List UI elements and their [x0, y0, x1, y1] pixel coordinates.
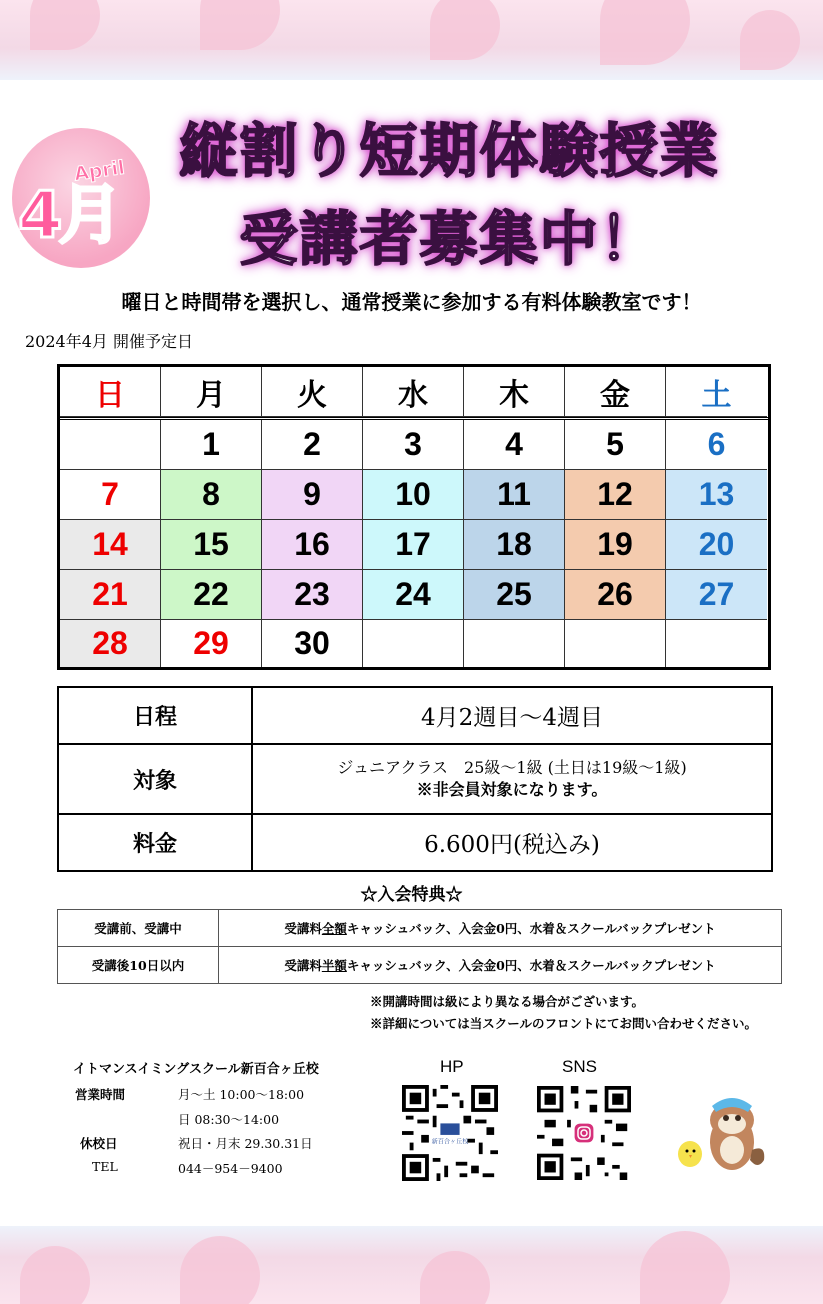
day-cell: 10 [363, 470, 464, 520]
benefit-text-post: キャッシュバック、入会金0円、水着＆スクールバックプレゼント [346, 958, 716, 973]
benefit-text-pre: 受講料 [284, 958, 322, 973]
subtitle: 曜日と時間帯を選択し、通常授業に参加する有料体験教室です！ [121, 290, 702, 314]
day-cell [565, 620, 666, 667]
cherry-blossom-footer-band [0, 1226, 823, 1304]
badge-month-number: 4月 [18, 179, 119, 253]
day-cell: 22 [161, 570, 262, 620]
schedule-label: 日程 [58, 687, 252, 744]
benefit-detail [219, 910, 782, 947]
day-cell: 24 [363, 570, 464, 620]
target-line-1: ジュニアクラス 25級〜1級 (土日は19級〜1級) [337, 758, 687, 777]
sns-qr-code[interactable] [537, 1085, 631, 1181]
closed-label: 休校日 [80, 1136, 118, 1151]
hp-qr-code[interactable] [402, 1085, 498, 1181]
page-title-line2: 受講者募集中！ [239, 205, 660, 273]
weekday-fri: 金 [565, 367, 666, 417]
school-name: イトマンスイミングスクール新百合ヶ丘校 [73, 1062, 319, 1077]
schedule-value: 4月2週目〜4週目 [252, 687, 772, 744]
day-cell [666, 620, 767, 667]
day-cell: 23 [262, 570, 363, 620]
day-cell: 20 [666, 520, 767, 570]
calendar-weekday-row [60, 367, 768, 420]
target-value [252, 744, 772, 814]
tel-value: 044－954－9400 [178, 1161, 283, 1176]
day-cell: 8 [161, 470, 262, 520]
note-opening-times: ※開講時間は級により異なる場合がございます。 [370, 994, 645, 1009]
benefit-label: 受講前、受講中 [58, 910, 219, 947]
calendar-week-1 [60, 420, 768, 470]
day-cell: 1 [161, 420, 262, 470]
calendar-week-5 [60, 620, 768, 667]
day-cell: 18 [464, 520, 565, 570]
benefits-table [57, 909, 782, 984]
day-cell [60, 420, 161, 470]
benefit-detail [219, 947, 782, 984]
info-table [57, 686, 773, 872]
benefit-text-post: キャッシュバック、入会金0円、水着＆スクールバックプレゼント [346, 921, 716, 936]
day-cell: 26 [565, 570, 666, 620]
day-cell: 19 [565, 520, 666, 570]
tel-label: TEL [92, 1159, 118, 1174]
calendar-week-2 [60, 470, 768, 520]
badge-april-label: April [72, 156, 126, 186]
fee-label: 料金 [58, 814, 252, 871]
day-cell: 7 [60, 470, 161, 520]
day-cell: 2 [262, 420, 363, 470]
day-cell: 4 [464, 420, 565, 470]
closed-value: 祝日・月末 29.30.31日 [178, 1136, 313, 1151]
calendar-week-3 [60, 520, 768, 570]
weekday-thu: 木 [464, 367, 565, 417]
hp-label: HP [440, 1057, 464, 1076]
benefit-row [58, 947, 782, 984]
sns-label: SNS [562, 1057, 597, 1076]
hours-label: 営業時間 [75, 1087, 126, 1102]
target-label: 対象 [58, 744, 252, 814]
fee-value: 6.600円(税込み) [252, 814, 772, 871]
qr-logo-text: 新百合ヶ丘校 [431, 1138, 469, 1146]
hours-sunday: 日 08:30〜14:00 [178, 1112, 280, 1127]
benefit-label: 受講後10日以内 [58, 947, 219, 984]
hours-weekday: 月〜土 10:00〜18:00 [178, 1087, 305, 1102]
day-cell: 5 [565, 420, 666, 470]
day-cell: 28 [60, 620, 161, 667]
day-cell: 27 [666, 570, 767, 620]
day-cell: 17 [363, 520, 464, 570]
benefit-text-emphasis: 半額 [321, 958, 347, 973]
info-row-fee [58, 814, 772, 871]
benefit-row [58, 910, 782, 947]
day-cell [464, 620, 565, 667]
target-line-2: ※非会員対象になります。 [416, 780, 608, 799]
note-details: ※詳細については当スクールのフロントにてお問い合わせください。 [370, 1016, 758, 1031]
day-cell: 12 [565, 470, 666, 520]
info-row-schedule [58, 687, 772, 744]
weekday-wed: 水 [363, 367, 464, 417]
weekday-tue: 火 [262, 367, 363, 417]
calendar-week-4 [60, 570, 768, 620]
day-cell: 15 [161, 520, 262, 570]
day-cell: 25 [464, 570, 565, 620]
day-cell [363, 620, 464, 667]
day-cell: 6 [666, 420, 767, 470]
weekday-mon: 月 [161, 367, 262, 417]
day-cell: 30 [262, 620, 363, 667]
weekday-sat: 土 [666, 367, 767, 417]
day-cell: 11 [464, 470, 565, 520]
cherry-blossom-header-band [0, 0, 823, 80]
day-cell: 16 [262, 520, 363, 570]
benefits-heading: ☆入会特典☆ [360, 885, 463, 905]
benefit-text-emphasis: 全額 [321, 921, 347, 936]
calendar [57, 364, 771, 670]
calendar-heading: 2024年4月 開催予定日 [25, 332, 193, 351]
day-cell: 9 [262, 470, 363, 520]
mascot-raccoon-and-chick-icon [668, 1080, 768, 1180]
day-cell: 13 [666, 470, 767, 520]
day-cell: 29 [161, 620, 262, 667]
benefit-text-pre: 受講料 [284, 921, 322, 936]
day-cell: 3 [363, 420, 464, 470]
page-title-line1: 縦割り短期体験授業 [179, 117, 720, 185]
day-cell: 14 [60, 520, 161, 570]
weekday-sun: 日 [60, 367, 161, 417]
info-row-target [58, 744, 772, 814]
day-cell: 21 [60, 570, 161, 620]
